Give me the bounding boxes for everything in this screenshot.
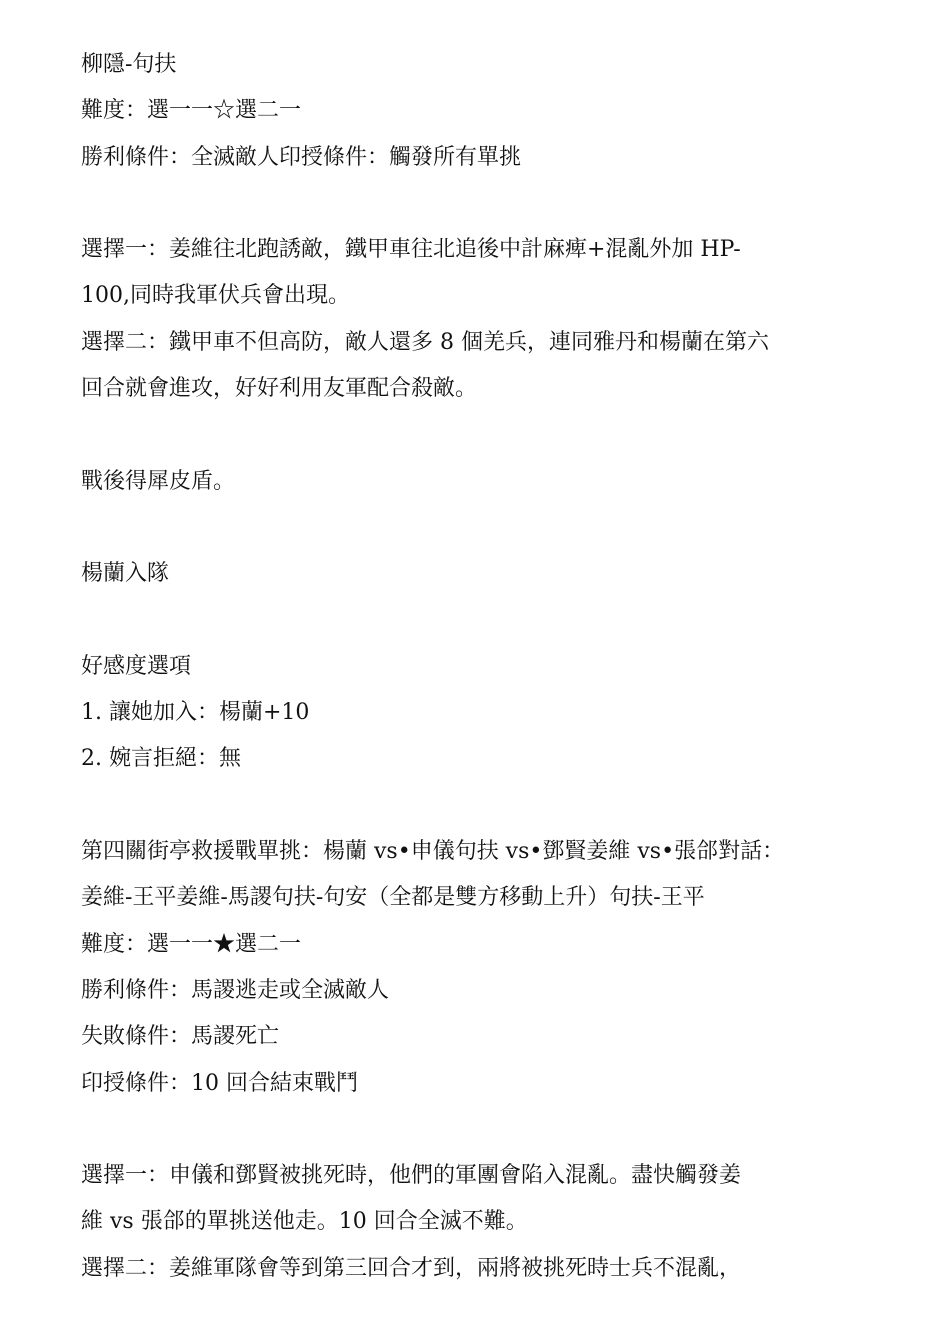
text-line: 印授條件：10 回合結束戰鬥 bbox=[81, 1070, 358, 1096]
text-line: 選擇二：姜維軍隊會等到第三回合才到，兩將被挑死時士兵不混亂， bbox=[81, 1255, 742, 1281]
text-line: 維 vs 張郃的單挑送他走。10 回合全滅不難。 bbox=[81, 1209, 528, 1235]
text-line: 1. 讓她加入：楊蘭+10 bbox=[81, 700, 310, 726]
text-line: 100,同時我軍伏兵會出現。 bbox=[81, 283, 350, 309]
blank-line bbox=[81, 1107, 881, 1153]
text-line: 選擇二：鐵甲車不但高防，敵人還多 8 個羌兵，連同雅丹和楊蘭在第六 bbox=[81, 329, 769, 355]
blank-line bbox=[81, 505, 881, 551]
blank-line bbox=[81, 181, 881, 227]
text-line: 選擇一：申儀和鄧賢被挑死時，他們的軍團會陷入混亂。盡快觸發姜 bbox=[81, 1163, 742, 1189]
text-line: 楊蘭入隊 bbox=[81, 561, 170, 587]
text-line: 勝利條件：全滅敵人印授條件：觸發所有單挑 bbox=[81, 144, 522, 170]
text-line: 姜維-王平姜維-馬謖句扶-句安（全都是雙方移動上升）句扶-王平 bbox=[81, 885, 705, 911]
blank-line bbox=[81, 598, 881, 644]
text-line: 柳隱-句扶 bbox=[81, 52, 177, 77]
blank-line bbox=[81, 783, 881, 829]
text-line: 失敗條件：馬謖死亡 bbox=[81, 1024, 280, 1050]
document-body bbox=[81, 42, 881, 1292]
text-line: 難度：選一一★選二一 bbox=[81, 931, 302, 957]
text-line: 勝利條件：馬謖逃走或全滅敵人 bbox=[81, 977, 390, 1003]
text-line: 2. 婉言拒絕：無 bbox=[81, 746, 241, 772]
text-line: 難度：選一一☆選二一 bbox=[81, 98, 302, 124]
blank-line bbox=[81, 412, 881, 458]
text-line: 選擇一：姜維往北跑誘敵，鐵甲車往北追後中計麻痺+混亂外加 HP- bbox=[81, 237, 741, 263]
text-line: 回合就會進攻，好好利用友軍配合殺敵。 bbox=[81, 376, 478, 402]
text-line: 第四關街亭救援戰單挑：楊蘭 vs•申儀句扶 vs•鄧賢姜維 vs•張郃對話： bbox=[81, 839, 785, 865]
text-line: 戰後得犀皮盾。 bbox=[81, 468, 236, 494]
text-line: 好感度選項 bbox=[81, 653, 192, 679]
